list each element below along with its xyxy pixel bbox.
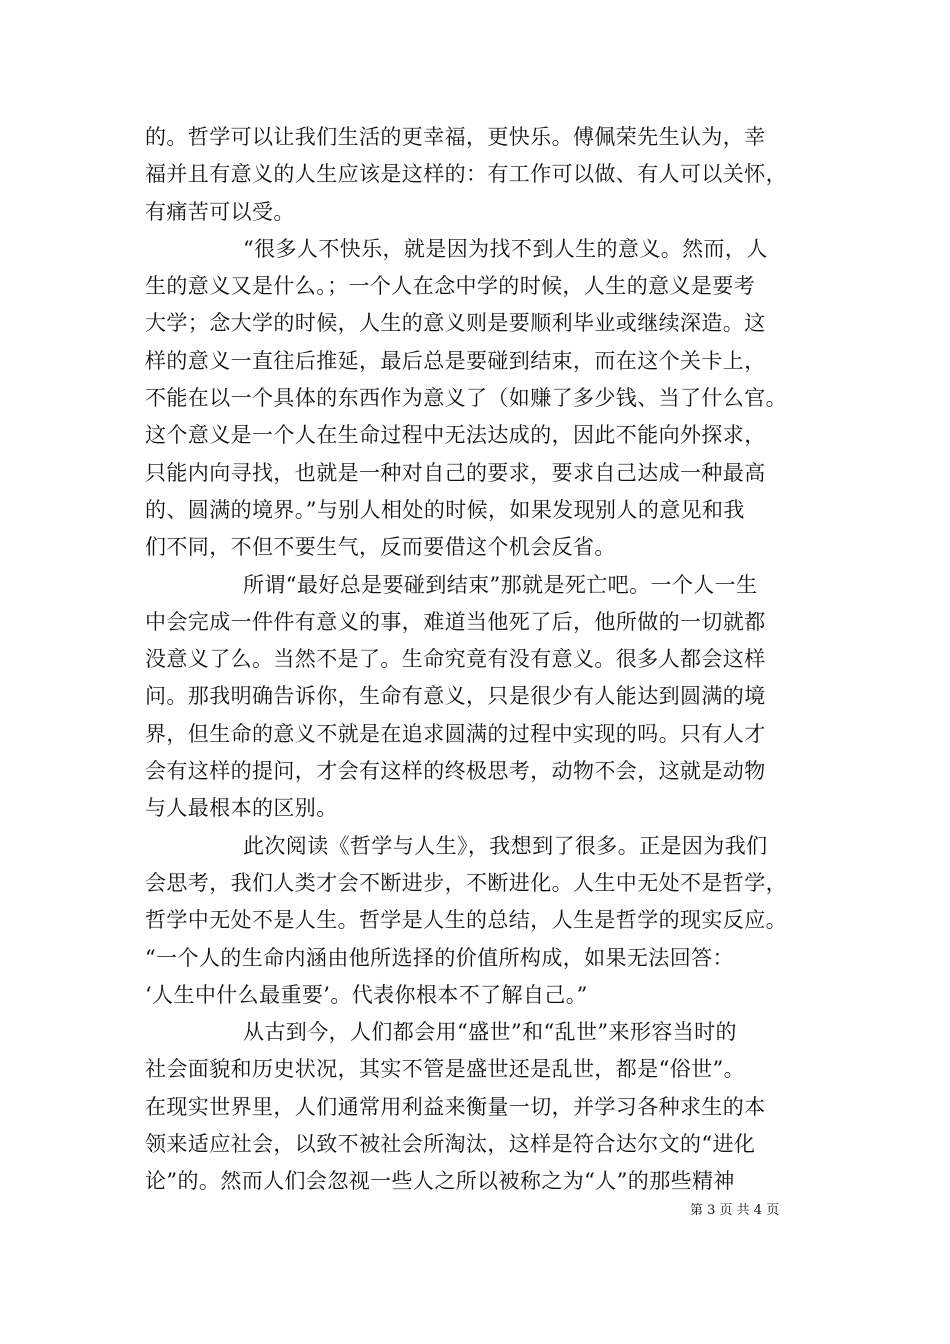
text-line: 只能内向寻找，也就是一种对自己的要求，要求自己达成一种最高 xyxy=(145,460,766,485)
paragraph-4 xyxy=(145,828,815,1014)
body-text xyxy=(145,119,815,1201)
text-line: 与人最根本的区别。 xyxy=(145,796,338,821)
page-number: 第 3 页 共 4 页 xyxy=(690,1203,780,1218)
text-line: 生的意义又是什么。；一个人在念中学的时候，人生的意义是要考 xyxy=(145,274,756,299)
text-line: “一个人的生命内涵由他所选择的价值所构成，如果无法回答： xyxy=(145,945,734,970)
text-line: 问。那我明确告诉你，生命有意义，只是很少有人能达到圆满的境 xyxy=(145,684,766,709)
paragraph-1 xyxy=(145,119,815,231)
text-line: 论”的。然而人们会忽视一些人之所以被称之为“人”的那些精神 xyxy=(145,1169,735,1194)
text-line: 会思考，我们人类才会不断进步，不断进化。人生中无处不是哲学， xyxy=(145,870,787,895)
text-line: 在现实世界里，人们通常用利益来衡量一切，并学习各种求生的本 xyxy=(145,1094,766,1119)
text-line: “很多人不快乐，就是因为找不到人生的意义。然而，人 xyxy=(243,236,768,261)
text-line: 中会完成一件件有意义的事，难道当他死了后，他所做的一切就都 xyxy=(145,609,766,634)
paragraph-5 xyxy=(145,1014,815,1200)
paragraph-2 xyxy=(145,231,815,567)
text-line: 大学；念大学的时候，人生的意义则是要顺利毕业或继续深造。这 xyxy=(145,311,766,336)
text-line: 社会面貌和历史状况，其实不管是盛世还是乱世，都是“俗世”。 xyxy=(145,1057,746,1082)
text-line: 此次阅读《哲学与人生》，我想到了很多。正是因为我们 xyxy=(243,833,768,858)
text-line: 领来适应社会，以致不被社会所淘汰，这样是符合达尔文的“进化 xyxy=(145,1132,756,1157)
text-line: ‘人生中什么最重要’。代表你根本不了解自己。” xyxy=(145,982,588,1007)
text-line: 界，但生命的意义不就是在追求圆满的过程中实现的吗。只有人才 xyxy=(145,721,766,746)
text-line: 不能在以一个具体的东西作为意义了（如赚了多少钱、当了什么官。 xyxy=(145,386,787,411)
text-line: 会有这样的提问，才会有这样的终极思考，动物不会，这就是动物 xyxy=(145,759,766,784)
text-line: 所谓“最好总是要碰到结束”那就是死亡吧。一个人一生 xyxy=(243,572,758,597)
text-line: 从古到今，人们都会用“盛世”和“乱世”来形容当时的 xyxy=(243,1020,737,1045)
text-line: 的。哲学可以让我们生活的更幸福，更快乐。傅佩荣先生认为，幸 xyxy=(145,125,766,149)
text-line: 哲学中无处不是人生。哲学是人生的总结，人生是哲学的现实反应。 xyxy=(145,908,787,933)
text-line: 样的意义一直往后推延，最后总是要碰到结束，而在这个关卡上， xyxy=(145,348,766,373)
paragraph-3 xyxy=(145,567,815,828)
text-line: 福并且有意义的人生应该是这样的：有工作可以做、有人可以关怀， xyxy=(145,162,787,187)
text-line: 没意义了么。当然不是了。生命究竟有没有意义。很多人都会这样 xyxy=(145,647,766,672)
text-line: 这个意义是一个人在生命过程中无法达成的，因此不能向外探求， xyxy=(145,423,766,448)
text-line: 有痛苦可以受。 xyxy=(145,199,295,224)
text-line: 的、圆满的境界。”与别人相处的时候，如果发现别人的意见和我 xyxy=(145,497,745,522)
text-line: 们不同，不但不要生气，反而要借这个机会反省。 xyxy=(145,535,616,560)
